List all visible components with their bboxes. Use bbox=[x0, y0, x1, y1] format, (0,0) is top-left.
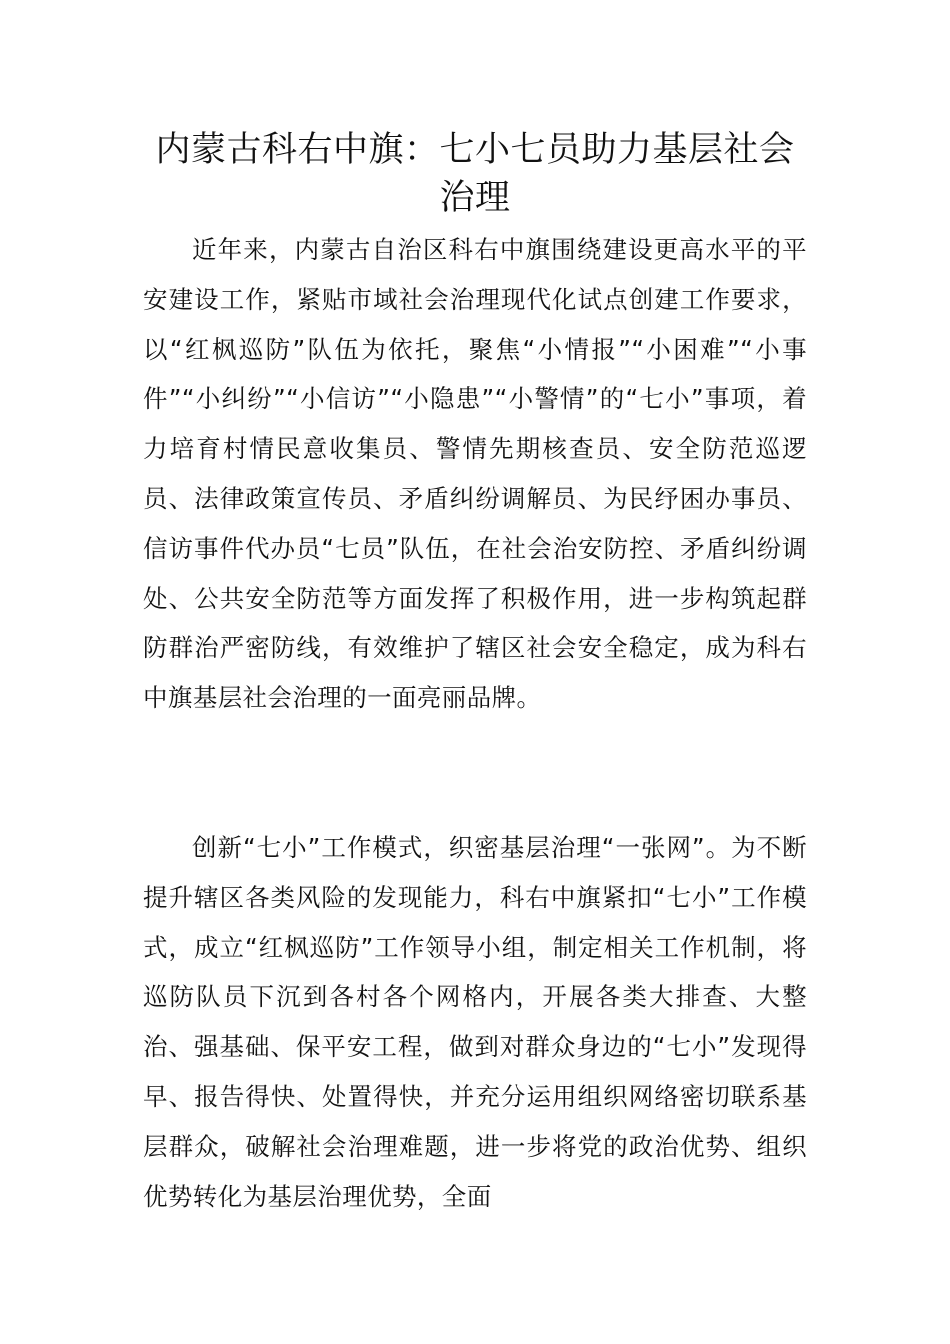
paragraph-seven-small-model: 创新“七小”工作模式，织密基层治理“一张网”。为不断提升辖区各类风险的发现能力，科右中旗紧扣“七小”工作模式，成立“红枫巡防”工作领导小组，制定相关工作机制，将巡防队员下沉到各村各个网格内，开展各类大排查、大整治、强基础、保平安工程，做到对群众身边的“七小”发现得早、报告得快、处置得快，并充分运用组织网络密切联系基层群众，破解社会治理难题，进一步将党的政治优势、组织优势转化为基层治理优势，全面 bbox=[143, 833, 807, 1211]
paragraph-intro: 近年来，内蒙古自治区科右中旗围绕建设更高水平的平安建设工作，紧贴市域社会治理现代化试点创建工作要求，以“红枫巡防”队伍为依托，聚焦“小情报”“小困难”“小事件”“小纠纷”“小信访”“小隐患”“小警情”的“七小”事项，着力培育村情民意收集员、警情先期核查员、安全防范巡逻员、法律政策宣传员、矛盾纠纷调解员、为民纾困办事员、信访事件代办员“七员”队伍，在社会治安防控、矛盾纠纷调处、公共安全防范等方面发挥了积极作用，进一步构筑起群防群治严密防线，有效维护了辖区社会安全稳定，成为科右中旗基层社会治理的一面亮丽品牌。 bbox=[143, 235, 807, 713]
document-title: 内蒙古科右中旗：七小七员助力基层社会治理 bbox=[155, 130, 795, 218]
